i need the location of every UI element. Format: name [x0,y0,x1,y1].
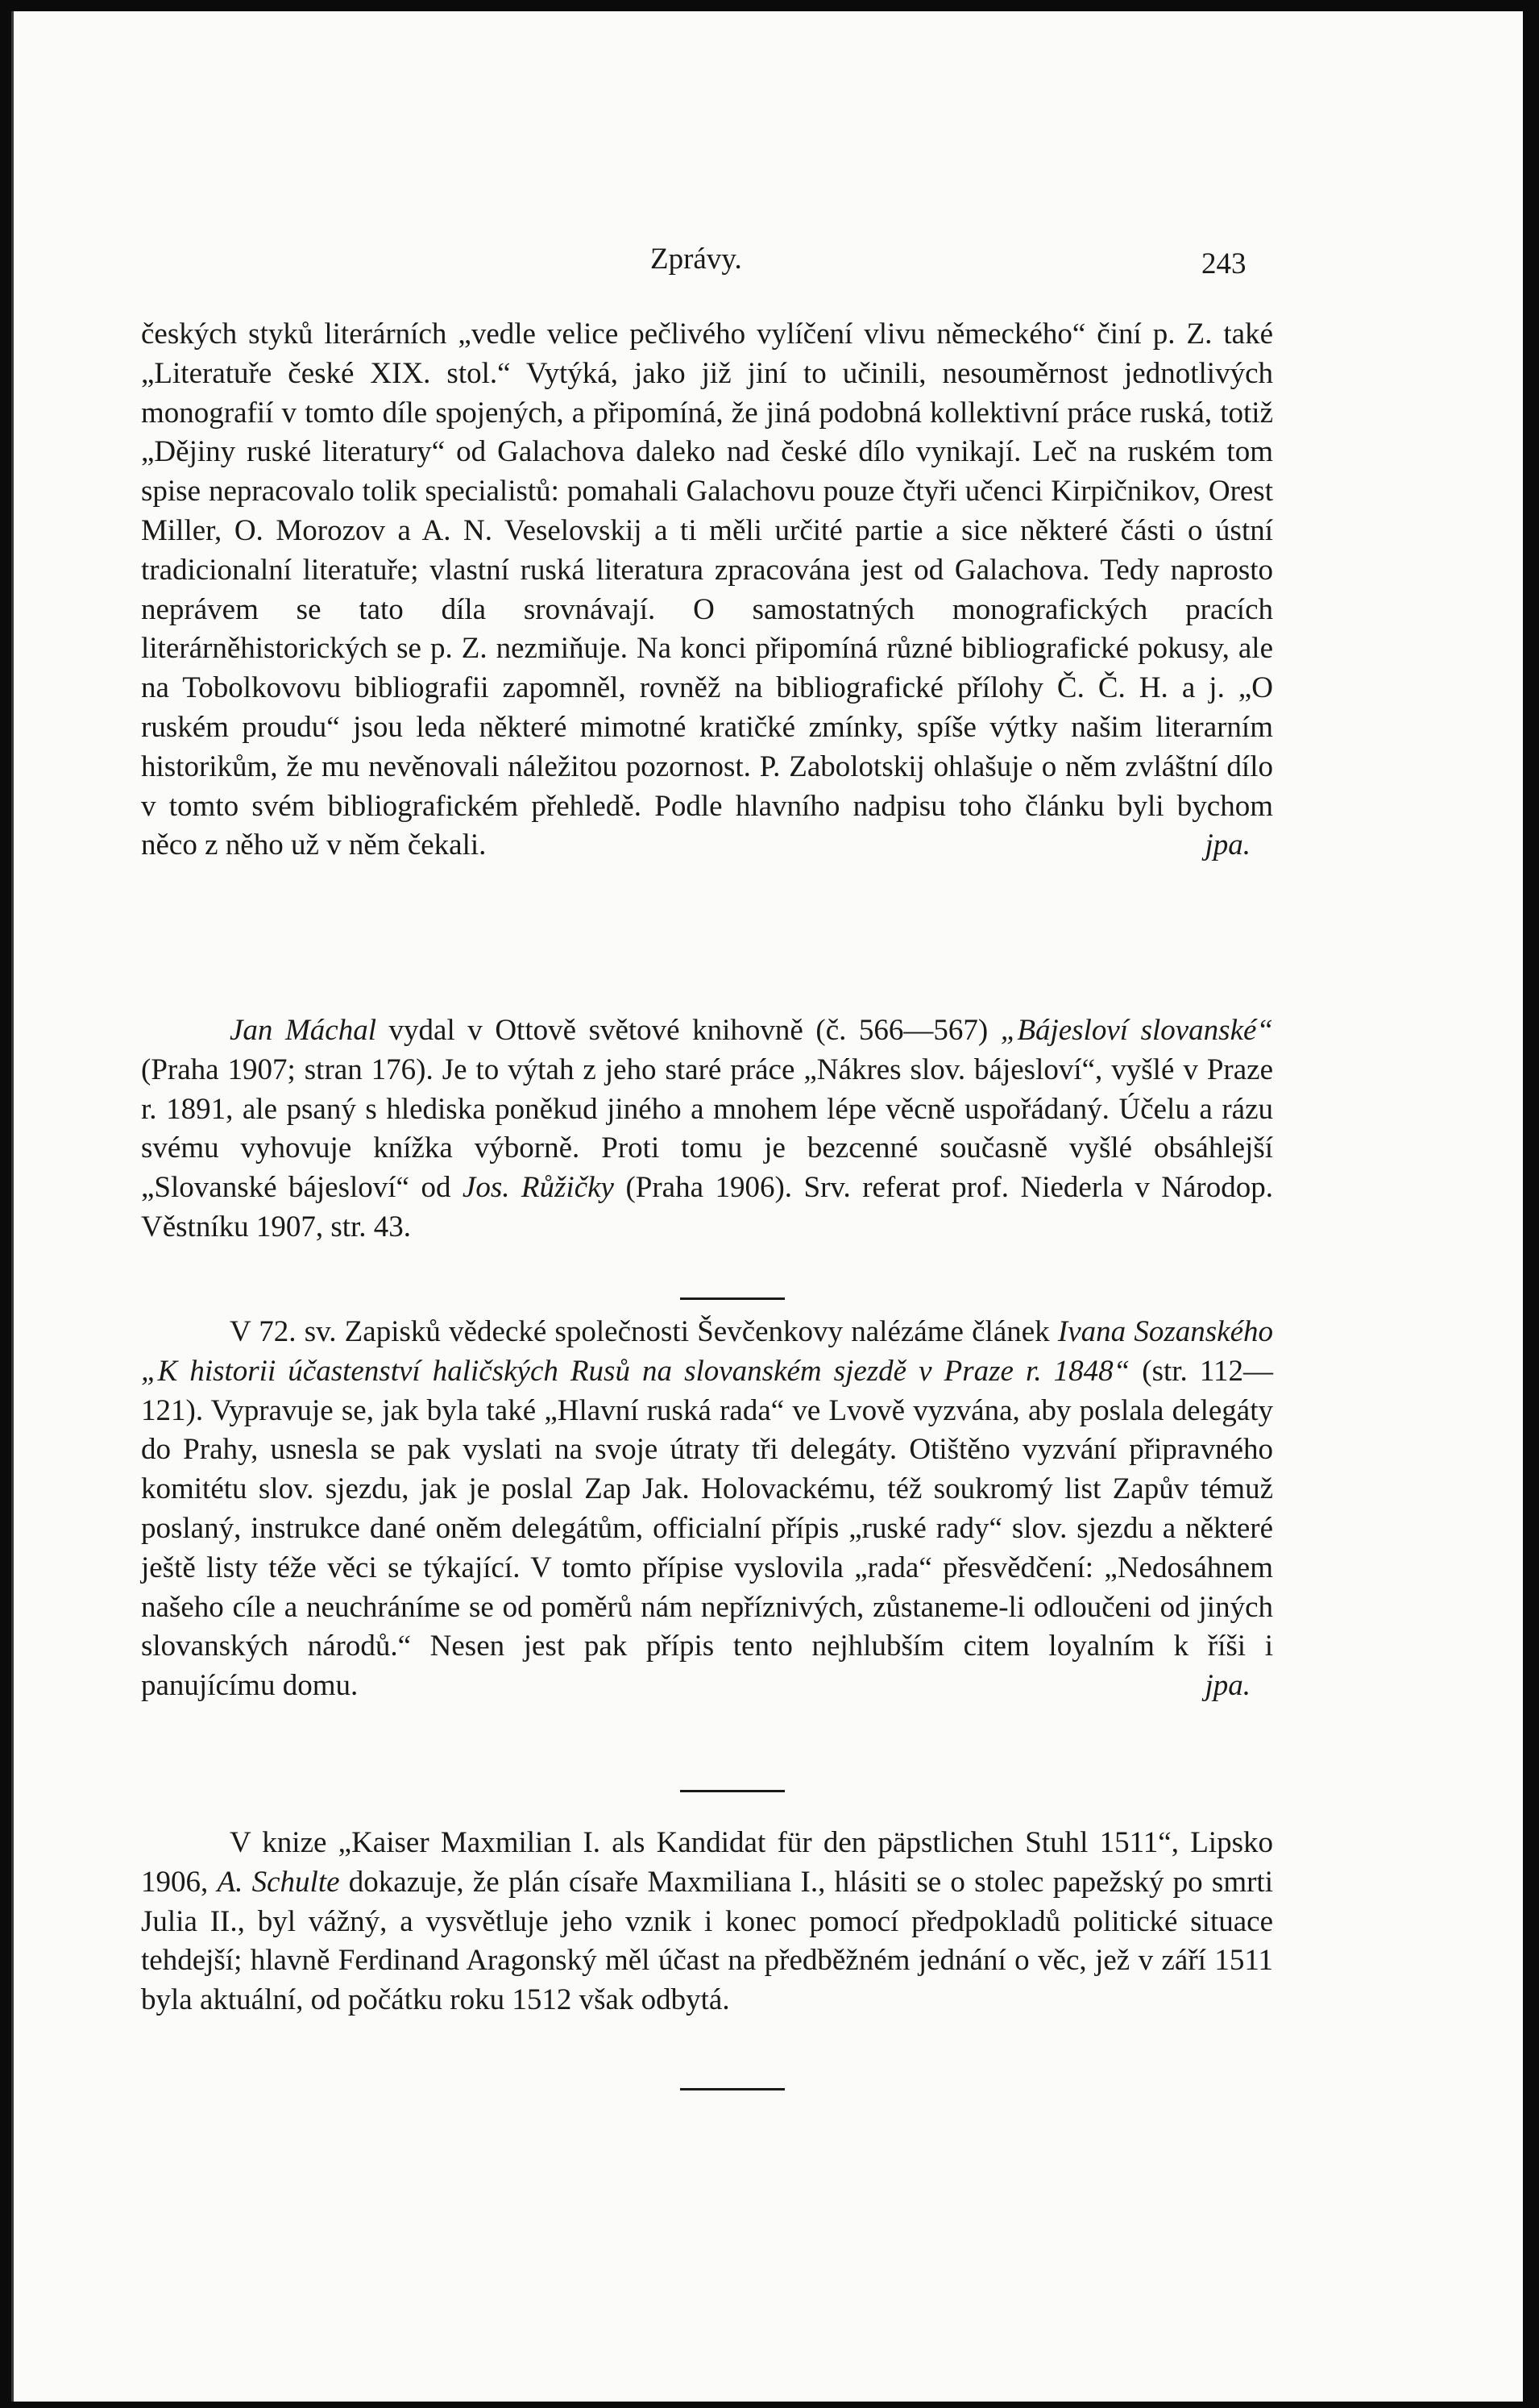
paragraph-1 [141,315,1273,866]
scan-border [1523,0,1539,2408]
paragraph-3-text-b: (str. 112—121). Vypravuje se, jak byla také „Hlavní ruská rada“ ve Lvově vyzvána, aby poslala delegáty do Prahy, usnesla se pak vyslati na svoje útraty tři delegáty. Otištěno vyzvání připravného komitétu slov. sjezdu, jak je poslal Zap Jak. Holovackému, též soukromý list Zapův témuž poslaný, instrukce dané oněm delegátům, officialní přípis „ruské rady“ slov. sjezdu a některé ještě listy téže věci se týkající. V tomto přípise vyslovila „rada“ přesvědčení: „Nedosáhnem našeho cíle a neuchráníme se od poměrů nám nepříznivých, zůstaneme-li odloučeni od jiných slovanských národů.“ Nesen jest pak přípis tento nejhlubším citem loyalním k říši i panujícímu domu. [141,1354,1273,1703]
paragraph-4-text-b: dokazuje, že plán císaře Maxmiliana I., hlásiti se o stolec papežský po smrti Julia II., byl vážný, a vysvětluje jeho vznik i konec pomocí předpokladů politické situace tehdejší; hlavně Ferdinand Aragonský měl účast na předběžném jednání o věc, jež v září 1511 byla aktuální, od počátku roku 1512 však odbytá. [141,1865,1273,2017]
signature-3: jpa. [1205,1669,1251,1703]
paragraph-2-text-b: (Praha 1907; stran 176). Je to výtah z jeho staré práce „Nákres slov. bájesloví“, vyšlé v Praze r. 1891, ale psaný s hlediska poněkud jiného a mnohem lépe věcně uspořádaný. Účelu a rázu svému vyhovuje knížka výborně. Proti tomu je bezcenné současně vyšlé obsáhlejší „Slovanské bájesloví“ od [141,1052,1273,1205]
notice-4 [141,1824,1273,2020]
paragraph-2 [141,1011,1273,1248]
author-name-3: Ivana Sozanského [1057,1315,1274,1348]
article-title: „K historii účastenství haličských Rusů na slovanském sjezdě v Praze r. 1848“ [141,1354,1130,1388]
section-divider-2 [680,1790,785,1792]
paragraph-4 [141,1824,1273,2020]
header-title: Zprávy. [650,243,742,276]
paragraph-3 [141,1313,1273,1706]
notice-1 [141,315,1273,866]
signature-1: jpa. [1205,828,1251,862]
section-divider-3 [680,2088,785,2090]
page-number: 243 [1201,247,1247,280]
paragraph-4-text-a: V knize „Kaiser Maxmilian I. als Kandidat für den päpstlichen Stuhl 1511“, Lipsko 1906, [141,1826,1273,1899]
paragraph-2-text-c: (Praha 1906). Srv. referat prof. Niederla v Národop. Věstníku 1907, str. 43. [141,1171,1273,1243]
book-title: „Bájesloví slovanské“ [1000,1014,1274,1047]
running-header [14,242,1525,282]
author-name-2: Jos. Růžičky [462,1171,614,1205]
page [11,11,1525,2402]
notice-2 [141,1011,1273,1248]
paragraph-2-text-a: vydal v Ottově světové knihovně (č. 566—567) [376,1014,1001,1047]
notice-3 [141,1313,1273,1706]
author-name: Jan Máchal [230,1014,376,1047]
paragraph-1-text: českých styků literárních „vedle velice pečlivého vylíčení vlivu německého“ činí p. Z. také „Literatuře české XIX. stol.“ Vytýká, jako již jiní to učinili, nesouměrnost jednotlivých monografií v tomto díle spojených, a připomíná, že jiná podobná kollektivní práce ruská, totiž „Dějiny ruské literatury“ od Galachova daleko nad české dílo vynikají. Leč na ruském tom spise nepracovalo tolik specialistů: pomahali Galachovu pouze čtyři učenci Kirpičnikov, Orest Miller, O. Morozov a A. N. Veselovskij a ti měli určité partie a sice některé části o ústní tradicionalní literatuře; vlastní ruská literatura zpracována jest od Galachova. Tedy naprosto neprávem se tato díla srovnávají. O samostatných monografických pracích literárněhistorických se p. Z. nezmiňuje. Na konci připomíná různé bibliografické pokusy, ale na Tobolkovovu bibliografii zapomněl, rovněž na bibliografické přílohy Č. Č. H. a j. „O ruském proudu“ jsou leda některé mimotné kratičké zmínky, spíše výtky našim literarním historikům, že mu nevěnovali náležitou pozornost. P. Zabolotskij ohlašuje o něm zvláštní dílo v tomto svém bibliografickém přehledě. Podle hlavního nadpisu toho článku byli bychom něco z něho už v něm čekali. [141,318,1273,862]
author-name-4: A. Schulte [217,1865,340,1899]
section-divider-1 [680,1297,785,1300]
paragraph-3-text-a: V 72. sv. Zapisků vědecké společnosti Ševčenkovy nalézáme článek [230,1315,1058,1348]
